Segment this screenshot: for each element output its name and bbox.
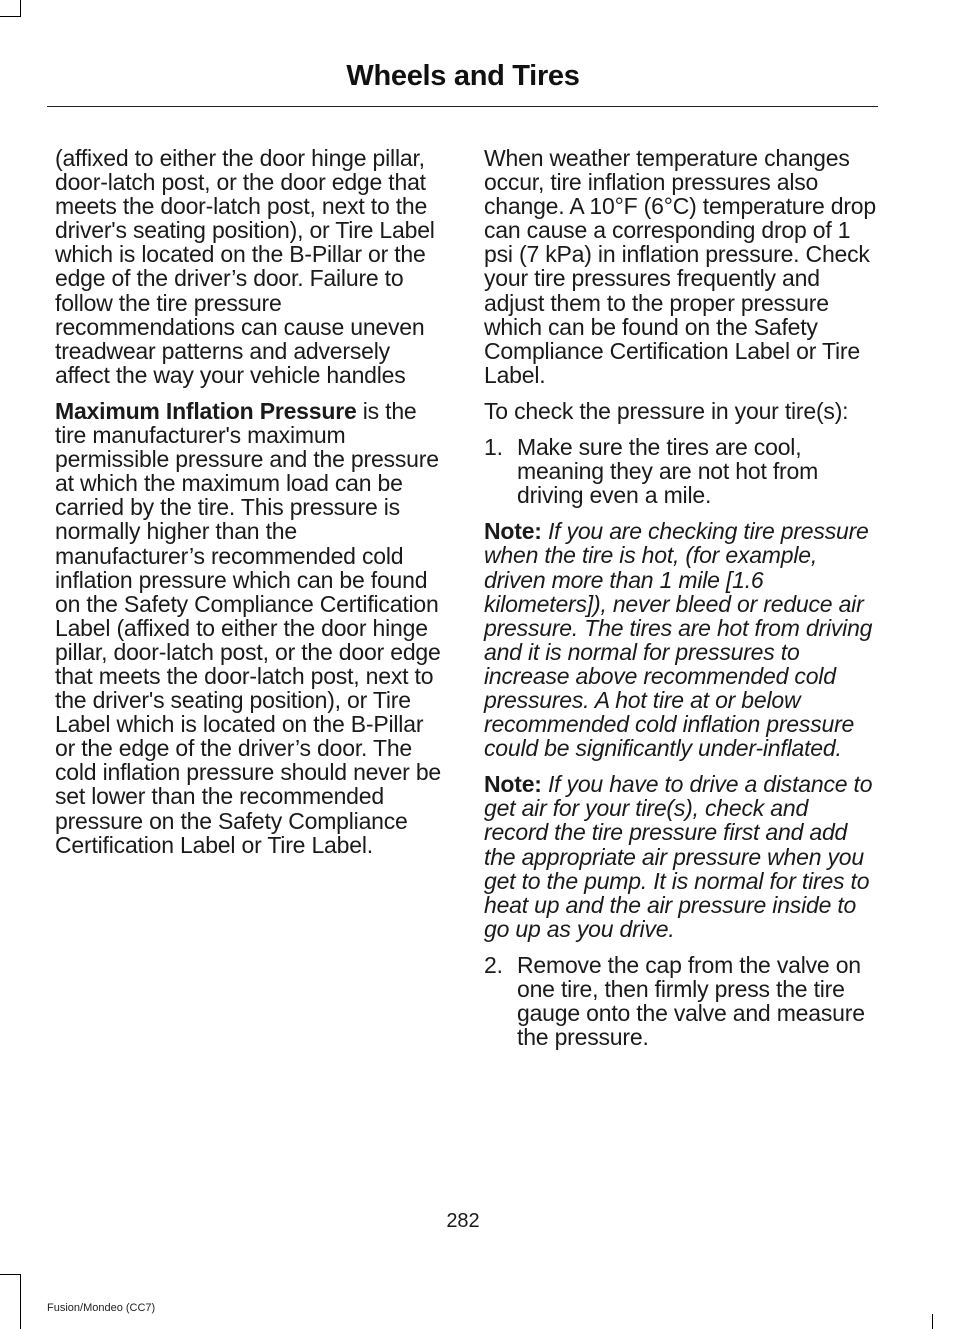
page-title: Wheels and Tires xyxy=(346,60,580,92)
paragraph: When weather temperature changes occur, tire inflation pressures also change. A 10°F (6°C) temperature drop can cause a corresponding drop of 1 psi (7 kPa) in inflation pressure. Check your tire pressures frequently and adjust them to the proper pressure which can be found on the Safety Compliance Certification Label or Tire Label. xyxy=(484,145,876,388)
crop-mark xyxy=(0,1274,20,1275)
list-item xyxy=(484,953,876,1049)
note-label: Note: xyxy=(484,518,542,545)
right-column xyxy=(484,146,876,1061)
note xyxy=(484,519,876,760)
list-number: 2. xyxy=(484,951,503,978)
list-number: 1. xyxy=(484,434,503,461)
page-number: 282 xyxy=(446,1210,480,1232)
crop-mark xyxy=(932,1314,933,1329)
note xyxy=(484,772,876,941)
paragraph: (affixed to either the door hinge pillar, door-latch post, or the door edge that meets the door-latch post, next to the driver's seating position), or Tire Label which is located on the B-Pillar or the edge of the driver’s door. Failure to follow the tire pressure recommendations can cause uneven treadwear patterns and adversely affect the way your vehicle handles xyxy=(55,145,435,388)
footer-model: Fusion/Mondeo (CC7) xyxy=(47,1302,156,1314)
left-column xyxy=(55,146,447,869)
crop-mark xyxy=(20,1274,21,1329)
term-bold: Maximum Inflation Pressure xyxy=(55,397,357,424)
list-text: Remove the cap from the valve on one tire, then firmly press the tire gauge onto the valve and measure the pressure. xyxy=(517,951,865,1051)
note-label: Note: xyxy=(484,771,542,798)
note-text: If you are checking tire pressure when the tire is hot, (for example, driven more than 1 mile [1.6 kilometers]), never bleed or reduce air pressure. The tires are hot from driving and it is normal for pressures to increase above recommended cold pressures. A hot tire at or below recommended cold inflation pressure could be significantly under-inflated. xyxy=(484,518,873,762)
paragraph-text: is the tire manufacturer's maximum permissible pressure and the pressure at which the maximum load can be carried by the tire. This pressure is normally higher than the manufacturer’s recommended cold inflation pressure which can be found on the Safety Compliance Certification Label (affixed to either the door hinge pillar, door-latch post, or the door edge that meets the door-latch post, next to the driver's seating position), or Tire Label which is located on the B-Pillar or the edge of the driver’s door. The cold inflation pressure should never be set lower than the recommended pressure on the Safety Compliance Certification Label or Tire Label. xyxy=(55,397,441,858)
list-item xyxy=(484,435,876,507)
paragraph: To check the pressure in your tire(s): xyxy=(484,397,849,424)
list-text: Make sure the tires are cool, meaning they are not hot from driving even a mile. xyxy=(517,434,819,509)
crop-mark xyxy=(20,0,21,17)
note-text: If you have to drive a distance to get air for your tire(s), check and record the tire pressure first and add the appropriate air pressure when you get to the pump. It is normal for tires to heat up and the air pressure inside to go up as you drive. xyxy=(484,771,873,942)
header-divider xyxy=(47,106,878,107)
paragraph xyxy=(55,399,447,857)
crop-mark xyxy=(0,16,20,17)
